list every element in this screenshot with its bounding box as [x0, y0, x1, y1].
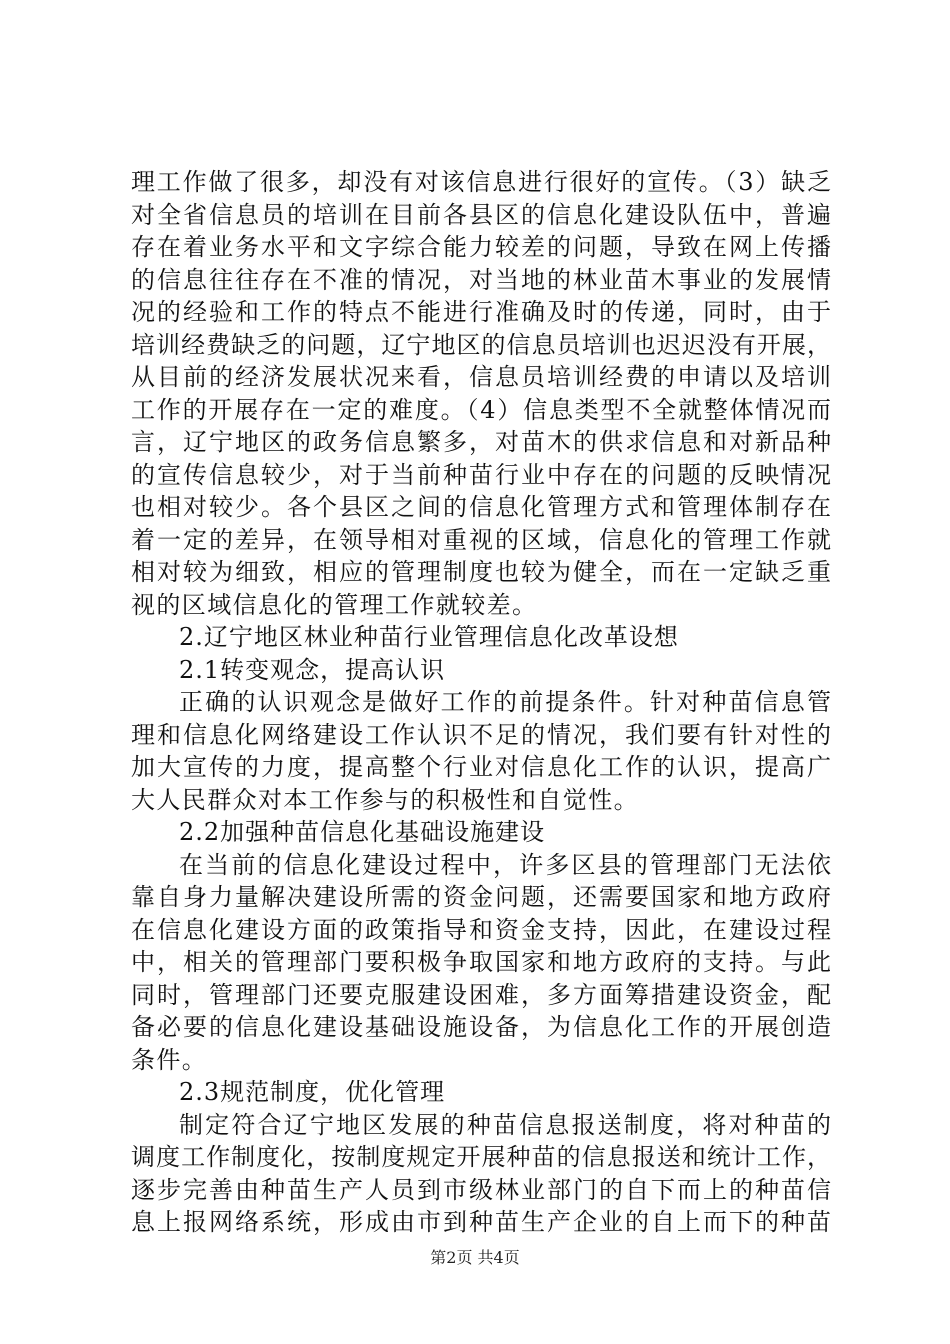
- paragraph-line: 在信息化建设方面的政策指导和资金支持，因此，在建设过程: [131, 915, 831, 944]
- paragraph-line: 息上报网络系统，形成由市到种苗生产企业的自上而下的种苗: [131, 1208, 831, 1236]
- paragraph-line: 加大宣传的力度，提高整个行业对信息化工作的认识，提高广: [131, 753, 831, 781]
- paragraph-line: 的信息往往存在不准的情况，对当地的林业苗木事业的发展情: [131, 265, 831, 294]
- section-heading: 2.1转变观念，提高认识: [179, 655, 446, 684]
- paragraph-line: 言，辽宁地区的政务信息繁多，对苗木的供求信息和对新品种: [131, 428, 831, 456]
- paragraph-line: 对全省信息员的培训在目前各县区的信息化建设队伍中，普遍: [131, 200, 831, 229]
- paragraph-line: 从目前的经济发展状况来看，信息员培训经费的申请以及培训: [131, 363, 831, 391]
- paragraph-line: 着一定的差异，在领导相对重视的区域，信息化的管理工作就: [131, 525, 831, 554]
- paragraph-line: 条件。: [131, 1045, 208, 1074]
- paragraph-line: 逐步完善由种苗生产人员到市级林业部门的自下而上的种苗信: [131, 1175, 831, 1204]
- paragraph-line: 靠自身力量解决建设所需的资金问题，还需要国家和地方政府: [131, 883, 831, 911]
- paragraph-line: 相对较为细致，相应的管理制度也较为健全，而在一定缺乏重: [131, 558, 831, 586]
- paragraph-line: 理和信息化网络建设工作认识不足的情况，我们要有针对性的: [131, 720, 831, 749]
- paragraph-line: 的宣传信息较少，对于当前种苗行业中存在的问题的反映情况: [131, 460, 831, 489]
- paragraph-line: 同时，管理部门还要克服建设困难，多方面筹措建设资金，配: [131, 980, 831, 1009]
- paragraph-line: 视的区域信息化的管理工作就较差。: [131, 590, 538, 619]
- paragraph-line: 培训经费缺乏的问题，辽宁地区的信息员培训也迟迟没有开展，: [131, 330, 831, 359]
- section-heading: 2.2加强种苗信息化基础设施建设: [179, 818, 546, 846]
- paragraph-line: 备必要的信息化建设基础设施设备，为信息化工作的开展创造: [131, 1013, 831, 1041]
- paragraph-line: 也相对较少。各个县区之间的信息化管理方式和管理体制存在: [131, 493, 831, 521]
- document-body: [131, 166, 831, 1239]
- paragraph-line: 调度工作制度化，按制度规定开展种苗的信息报送和统计工作，: [131, 1143, 831, 1171]
- paragraph-line: 在当前的信息化建设过程中，许多区县的管理部门无法依: [179, 850, 831, 879]
- page-footer: 第2页 共4页: [430, 1248, 520, 1267]
- paragraph-line: 工作的开展存在一定的难度。（4）信息类型不全就整体情况而: [131, 395, 831, 424]
- paragraph-line: 正确的认识观念是做好工作的前提条件。针对种苗信息管: [179, 688, 831, 716]
- paragraph-line: 况的经验和工作的特点不能进行准确及时的传递，同时，由于: [131, 298, 831, 326]
- paragraph-line: 中，相关的管理部门要积极争取国家和地方政府的支持。与此: [131, 948, 831, 976]
- section-heading: 2.辽宁地区林业种苗行业管理信息化改革设想: [179, 623, 679, 651]
- paragraph-line: 制定符合辽宁地区发展的种苗信息报送制度，将对种苗的: [179, 1110, 831, 1139]
- paragraph-line: 理工作做了很多，却没有对该信息进行很好的宣传。（3）缺乏: [131, 168, 831, 196]
- section-heading: 2.3规范制度，优化管理: [179, 1078, 446, 1106]
- paragraph-line: 存在着业务水平和文字综合能力较差的问题，导致在网上传播: [131, 233, 831, 261]
- paragraph-line: 大人民群众对本工作参与的积极性和自觉性。: [131, 785, 639, 814]
